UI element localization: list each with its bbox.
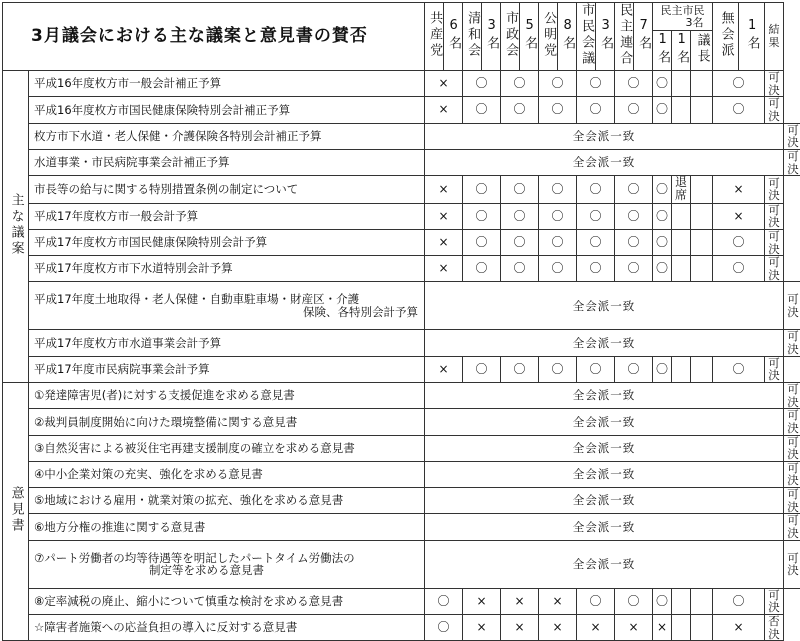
party-header-2: 市政会: [501, 3, 520, 71]
opinion-name: ☆障害者施策への応益負担の導入に反対する意見書: [29, 614, 425, 640]
bill-name: 市長等の給与に関する特別措置条例の制定について: [29, 176, 425, 203]
vote-cell: [691, 614, 713, 640]
vote-cell: 〇: [463, 97, 501, 123]
bill-row: [3, 330, 800, 356]
result-cell: 可決: [765, 356, 784, 382]
vote-cell: 〇: [463, 229, 501, 255]
opinion-row: [3, 409, 800, 435]
vote-cell: 〇: [713, 229, 765, 255]
bill-row: [3, 256, 800, 282]
vote-cell: [691, 356, 713, 382]
result-cell: 可決: [784, 282, 800, 330]
opinion-name: ②裁判員制度開始に向けた環境整備に関する意見書: [29, 409, 425, 435]
vote-cell: 〇: [653, 229, 672, 255]
opinion-name: ①発達障害児(者)に対する支援促進を求める意見書: [29, 383, 425, 409]
vote-cell: [691, 71, 713, 97]
unanimous-cell: 全会派一致: [425, 461, 784, 487]
vote-cell: 〇: [539, 229, 577, 255]
opinion-row: [3, 435, 800, 461]
result-cell: 可決: [784, 540, 800, 588]
vote-cell: 〇: [713, 71, 765, 97]
unanimous-cell: 全会派一致: [425, 123, 784, 149]
minshu-sub-2: 議長: [691, 31, 713, 71]
independent-count: 1名: [739, 3, 765, 71]
unanimous-cell: 全会派一致: [425, 149, 784, 175]
result-header: 結果: [765, 3, 784, 71]
result-cell: 可決: [765, 71, 784, 97]
result-cell: 可決: [765, 229, 784, 255]
opinion-row: [3, 614, 800, 640]
opinion-name: ⑦パート労働者の均等待遇等を明記したパートタイム労働法の 制定等を求める意見書: [29, 540, 425, 588]
opinion-row: [3, 488, 800, 514]
unanimous-cell: 全会派一致: [425, 540, 784, 588]
vote-cell: 〇: [539, 176, 577, 203]
vote-cell: ×: [713, 203, 765, 229]
bill-name: 水道事業・市民病院事業会計補正予算: [29, 149, 425, 175]
result-cell: 可決: [784, 383, 800, 409]
party-count-2: 5名: [520, 3, 539, 71]
vote-cell: 〇: [713, 97, 765, 123]
party-header-3: 公明党: [539, 3, 558, 71]
bill-row: [3, 97, 800, 123]
vote-cell: 〇: [577, 356, 615, 382]
vote-cell: 〇: [615, 97, 653, 123]
opinion-row: [3, 588, 800, 614]
vote-cell: ×: [653, 614, 672, 640]
vote-cell: 〇: [539, 356, 577, 382]
result-cell: 可決: [765, 256, 784, 282]
vote-cell: [672, 71, 691, 97]
vote-cell: [691, 229, 713, 255]
result-cell: 可決: [765, 97, 784, 123]
bill-name: 平成17年度市民病院事業会計予算: [29, 356, 425, 382]
opinion-name: ③自然災害による被災住宅再建支援制度の確立を求める意見書: [29, 435, 425, 461]
result-cell: 可決: [784, 123, 800, 149]
vote-cell: ×: [463, 614, 501, 640]
vote-cell: 〇: [713, 256, 765, 282]
vote-cell: 退席: [672, 176, 691, 203]
vote-cell: 〇: [539, 256, 577, 282]
party-header-1: 清和会: [463, 3, 482, 71]
vote-cell: 〇: [463, 203, 501, 229]
independent-header: 無会派: [713, 3, 739, 71]
opinion-row: [3, 540, 800, 588]
bill-name: 枚方市下水道・老人保健・介護保険各特別会計補正予算: [29, 123, 425, 149]
result-cell: 可決: [784, 435, 800, 461]
bill-row: [3, 229, 800, 255]
party-count-3: 8名: [558, 3, 577, 71]
party-count-4: 3名: [596, 3, 615, 71]
opinion-row: [3, 514, 800, 540]
opinion-name: ④中小企業対策の充実、強化を求める意見書: [29, 461, 425, 487]
vote-cell: [691, 256, 713, 282]
vote-cell: [672, 229, 691, 255]
vote-cell: ×: [615, 614, 653, 640]
vote-cell: 〇: [501, 203, 539, 229]
party-header-5: 民主連合: [615, 3, 634, 71]
result-cell: 可決: [784, 149, 800, 175]
bill-name: 平成17年度枚方市水道事業会計予算: [29, 330, 425, 356]
vote-cell: 〇: [615, 203, 653, 229]
vote-cell: 〇: [615, 71, 653, 97]
vote-cell: 〇: [463, 256, 501, 282]
vote-cell: 〇: [463, 356, 501, 382]
opinion-name: ⑤地域における雇用・就業対策の拡充、強化を求める意見書: [29, 488, 425, 514]
vote-cell: 〇: [501, 97, 539, 123]
vote-cell: 〇: [713, 588, 765, 614]
vote-cell: [672, 97, 691, 123]
vote-cell: ×: [425, 356, 463, 382]
vote-cell: 〇: [615, 256, 653, 282]
vote-cell: ×: [539, 614, 577, 640]
vote-cell: 〇: [501, 256, 539, 282]
result-cell: 可決: [784, 514, 800, 540]
bill-name: 平成16年度枚方市国民健康保険特別会計補正予算: [29, 97, 425, 123]
vote-cell: 〇: [615, 176, 653, 203]
party-count-0: 6名: [444, 3, 463, 71]
vote-cell: [672, 614, 691, 640]
result-cell: 可決: [784, 488, 800, 514]
result-cell: 可決: [784, 409, 800, 435]
minshu-sub-0: 1名: [653, 31, 672, 71]
bill-name: 平成17年度枚方市国民健康保険特別会計予算: [29, 229, 425, 255]
vote-cell: 〇: [713, 356, 765, 382]
vote-cell: 〇: [615, 356, 653, 382]
bill-section-label: 主な議案: [3, 71, 29, 383]
opinion-name: ⑧定率減税の廃止、縮小について慎重な検討を求める意見書: [29, 588, 425, 614]
vote-cell: ×: [713, 614, 765, 640]
vote-cell: ×: [577, 614, 615, 640]
vote-table-sheet: [2, 2, 798, 618]
result-cell: 可決: [784, 461, 800, 487]
bill-row: [3, 71, 800, 97]
vote-cell: 〇: [653, 356, 672, 382]
vote-cell: ×: [425, 176, 463, 203]
vote-cell: [691, 588, 713, 614]
opinion-section-label: 意見書: [3, 383, 29, 641]
vote-cell: 〇: [425, 614, 463, 640]
vote-cell: 〇: [425, 588, 463, 614]
vote-cell: 〇: [653, 203, 672, 229]
bill-name: 平成16年度枚方市一般会計補正予算: [29, 71, 425, 97]
vote-cell: 〇: [463, 176, 501, 203]
vote-cell: 〇: [577, 588, 615, 614]
result-cell: 可決: [765, 176, 784, 203]
vote-cell: 〇: [501, 356, 539, 382]
unanimous-cell: 全会派一致: [425, 488, 784, 514]
vote-cell: 〇: [653, 176, 672, 203]
vote-cell: ×: [539, 588, 577, 614]
vote-cell: 〇: [577, 203, 615, 229]
vote-cell: 〇: [539, 97, 577, 123]
unanimous-cell: 全会派一致: [425, 435, 784, 461]
vote-cell: [691, 176, 713, 203]
vote-cell: 〇: [653, 588, 672, 614]
vote-cell: 〇: [501, 71, 539, 97]
vote-cell: ×: [463, 588, 501, 614]
vote-cell: ×: [425, 71, 463, 97]
vote-cell: 〇: [501, 176, 539, 203]
bill-row: [3, 149, 800, 175]
vote-cell: 〇: [615, 229, 653, 255]
vote-cell: ×: [425, 97, 463, 123]
vote-cell: 〇: [577, 176, 615, 203]
party-count-1: 3名: [482, 3, 501, 71]
bill-name: 平成17年度枚方市一般会計予算: [29, 203, 425, 229]
vote-cell: ×: [501, 588, 539, 614]
unanimous-cell: 全会派一致: [425, 282, 784, 330]
unanimous-cell: 全会派一致: [425, 514, 784, 540]
vote-cell: [672, 356, 691, 382]
vote-cell: 〇: [577, 71, 615, 97]
bill-name: 平成17年度土地取得・老人保健・自動車駐車場・財産区・介護 保険、各特別会計予算: [29, 282, 425, 330]
bill-row: [3, 356, 800, 382]
page-title: 3月議会における主な議案と意見書の賛否: [3, 3, 425, 71]
result-cell: 可決: [765, 588, 784, 614]
unanimous-cell: 全会派一致: [425, 330, 784, 356]
party-header-4: 市民会議: [577, 3, 596, 71]
bill-name: 平成17年度枚方市下水道特別会計予算: [29, 256, 425, 282]
vote-cell: [691, 203, 713, 229]
vote-cell: 〇: [501, 229, 539, 255]
vote-cell: 〇: [539, 203, 577, 229]
vote-cell: 〇: [577, 229, 615, 255]
vote-cell: ×: [425, 256, 463, 282]
minshu-header: 民主市民 3名: [653, 3, 713, 31]
result-cell: 可決: [765, 203, 784, 229]
party-count-5: 7名: [634, 3, 653, 71]
vote-cell: 〇: [577, 256, 615, 282]
vote-cell: 〇: [463, 71, 501, 97]
vote-cell: [691, 97, 713, 123]
vote-cell: ×: [425, 203, 463, 229]
bill-row: [3, 282, 800, 330]
opinion-row: [3, 383, 800, 409]
vote-cell: [672, 203, 691, 229]
vote-cell: ×: [425, 229, 463, 255]
vote-cell: 〇: [653, 97, 672, 123]
vote-cell: 〇: [653, 256, 672, 282]
unanimous-cell: 全会派一致: [425, 409, 784, 435]
vote-cell: ×: [501, 614, 539, 640]
bill-row: [3, 203, 800, 229]
vote-cell: 〇: [653, 71, 672, 97]
vote-cell: 〇: [615, 588, 653, 614]
vote-cell: ×: [713, 176, 765, 203]
bill-row: [3, 123, 800, 149]
opinion-row: [3, 461, 800, 487]
party-header-0: 共産党: [425, 3, 444, 71]
result-cell: 否決: [765, 614, 784, 640]
bill-row: [3, 176, 800, 203]
minshu-sub-1: 1名: [672, 31, 691, 71]
result-cell: 可決: [784, 330, 800, 356]
opinion-name: ⑥地方分権の推進に関する意見書: [29, 514, 425, 540]
vote-cell: 〇: [539, 71, 577, 97]
unanimous-cell: 全会派一致: [425, 383, 784, 409]
vote-cell: 〇: [577, 97, 615, 123]
vote-cell: [672, 588, 691, 614]
vote-table: [2, 2, 800, 641]
vote-cell: [672, 256, 691, 282]
